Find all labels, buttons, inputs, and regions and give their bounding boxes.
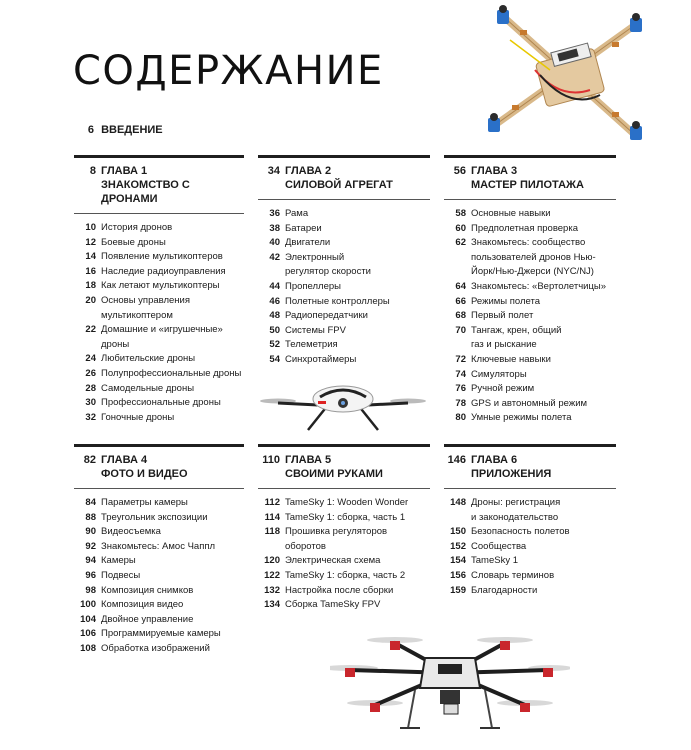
entry-page-number: 76 [455, 383, 466, 395]
toc-entry[interactable] [74, 584, 244, 599]
entry-title: Рама [285, 208, 309, 219]
toc-entry-continuation [444, 265, 616, 280]
toc-entry[interactable] [74, 352, 244, 367]
chapter-divider [444, 155, 616, 158]
entry-page-number: 92 [85, 540, 96, 552]
entry-page-number: 20 [85, 294, 96, 306]
toc-entry[interactable] [74, 265, 244, 280]
toc-entry[interactable] [444, 540, 616, 555]
entry-page-number: 152 [450, 540, 466, 552]
chapter-divider [258, 155, 430, 158]
toc-entry-continuation [74, 338, 244, 353]
toc-entry[interactable] [258, 251, 430, 266]
white-drone-image [258, 375, 428, 435]
entry-page-number [74, 338, 96, 353]
entry-page-number: 74 [455, 368, 466, 380]
entry-title: Знакомьтесь: «Вертолетчицы» [471, 280, 607, 292]
chapter-divider [74, 155, 244, 158]
toc-entry[interactable] [258, 324, 430, 339]
chapter-divider [74, 444, 244, 447]
entry-page-number: 36 [269, 208, 280, 219]
entry-page-number: 90 [85, 526, 96, 538]
toc-entry[interactable] [74, 598, 244, 613]
chapter-page-number: 146 [447, 454, 466, 466]
toc-entry[interactable] [444, 324, 616, 339]
entry-page-number: 148 [450, 497, 466, 508]
entry-page-number [444, 265, 466, 280]
entry-page-number: 120 [264, 555, 280, 567]
entry-title: GPS и автономный режим [471, 397, 588, 409]
entry-title: Сборка TameSky FPV [285, 599, 381, 611]
entry-title: пользователей дронов Нью- [471, 251, 596, 263]
toc-entry[interactable] [444, 569, 616, 584]
entry-title: Как летают мультикоптеры [101, 280, 220, 292]
toc-entry[interactable] [444, 236, 616, 251]
entry-page-number: 104 [80, 613, 96, 625]
toc-entry-continuation [74, 309, 244, 324]
toc-entry[interactable] [74, 511, 244, 526]
toc-entry[interactable] [74, 236, 244, 251]
entry-page-number: 154 [450, 555, 466, 567]
toc-entry[interactable] [258, 598, 430, 613]
entry-page-number: 112 [264, 497, 280, 508]
toc-entry[interactable] [444, 222, 616, 237]
chapter-4-column [74, 444, 244, 657]
entry-title: TameSky 1 [471, 555, 518, 567]
toc-entry[interactable] [444, 368, 616, 383]
toc-entry[interactable] [444, 411, 616, 426]
chapter-title: ПРИЛОЖЕНИЯ [471, 468, 552, 480]
chapter-3-heading[interactable] [444, 164, 616, 192]
chapter-heading-underline [74, 213, 244, 214]
entry-page-number: 50 [269, 324, 280, 336]
entry-title: Системы FPV [285, 324, 346, 336]
entry-title: Ключевые навыки [471, 353, 551, 365]
intro-label: ВВЕДЕНИЕ [101, 124, 163, 136]
entry-page-number: 80 [455, 412, 466, 424]
entry-page-number: 32 [85, 411, 96, 423]
chapter-title: ФОТО И ВИДЕО [101, 468, 188, 480]
entry-page-number: 78 [455, 397, 466, 409]
chapter-2-column [258, 155, 430, 368]
entry-title: мультикоптером [101, 309, 173, 321]
entry-page-number [444, 511, 466, 526]
entry-title: Обработка изображений [101, 642, 210, 654]
entry-page-number: 94 [85, 555, 96, 567]
entry-title: Любительские дроны [101, 353, 196, 365]
toc-entry[interactable] [74, 367, 244, 382]
entry-page-number: 108 [80, 642, 96, 654]
entry-title: регулятор скорости [285, 266, 371, 278]
toc-entry[interactable] [444, 280, 616, 295]
chapter-label: ГЛАВА 5 [285, 454, 332, 466]
entry-title: Ручной режим [471, 383, 535, 395]
chapter-heading-underline [74, 488, 244, 489]
entry-page-number: 14 [85, 251, 96, 263]
entry-title: Знакомьтесь: Амос Чаппл [101, 540, 216, 552]
entry-title: TameSky 1: сборка, часть 1 [285, 511, 406, 523]
entry-page-number: 122 [264, 569, 280, 581]
entry-page-number: 60 [455, 222, 466, 234]
entry-page-number: 44 [269, 280, 280, 292]
entry-title: Профессиональные дроны [101, 397, 221, 409]
entry-page-number: 98 [85, 584, 96, 596]
chapter-4-heading[interactable] [74, 453, 244, 481]
toc-entry[interactable] [258, 295, 430, 310]
entry-title: Тангаж, крен, общий [471, 324, 562, 336]
entry-page-number: 84 [85, 497, 96, 508]
entry-title: Безопасность полетов [471, 526, 570, 538]
chapter-label: ГЛАВА 3 [471, 165, 518, 177]
chapter-page-number: 82 [83, 454, 96, 466]
page-title: СОДЕРЖАНИЕ [73, 48, 384, 94]
toc-entry[interactable] [258, 496, 430, 511]
chapter-page-number: 110 [262, 454, 280, 466]
entry-title: Самодельные дроны [101, 382, 195, 394]
wooden-quadcopter-image [440, 0, 685, 160]
chapter-label: ГЛАВА 1 [101, 165, 148, 177]
entry-title: Электрическая схема [285, 555, 381, 567]
toc-entry[interactable] [74, 250, 244, 265]
toc-entry-continuation [444, 511, 616, 526]
entry-title: Сообщества [471, 540, 527, 552]
toc-entry[interactable] [74, 382, 244, 397]
chapter-heading-underline [258, 488, 430, 489]
toc-entry-continuation [444, 338, 616, 353]
toc-entry[interactable] [258, 207, 430, 222]
toc-entry[interactable] [74, 569, 244, 584]
entry-title: Словарь терминов [471, 569, 555, 581]
entry-title: Гоночные дроны [101, 411, 175, 423]
toc-entry[interactable] [444, 382, 616, 397]
chapter-page-number: 34 [267, 165, 280, 177]
toc-entry[interactable] [258, 353, 430, 368]
entry-title: Режимы полета [471, 295, 541, 307]
entry-page-number: 24 [85, 353, 96, 365]
entry-page-number: 46 [269, 295, 280, 307]
chapter-1-heading[interactable] [74, 164, 244, 206]
entry-title: Программируемые камеры [101, 628, 221, 640]
entry-title: Видеосъемка [101, 526, 161, 538]
entry-title: Пропеллеры [285, 280, 341, 292]
entry-title: Основы управления [101, 294, 190, 306]
entry-page-number: 88 [85, 511, 96, 523]
entry-page-number: 10 [85, 222, 96, 233]
toc-entry[interactable] [444, 584, 616, 599]
toc-entry-continuation [258, 540, 430, 555]
chapter-page-number: 56 [453, 165, 466, 177]
entry-title: Симуляторы [471, 368, 527, 380]
toc-entry[interactable] [74, 642, 244, 657]
entry-page-number: 70 [455, 324, 466, 336]
entry-page-number: 150 [450, 526, 466, 538]
toc-entry[interactable] [74, 613, 244, 628]
toc-entry[interactable] [444, 397, 616, 412]
toc-entry[interactable] [444, 295, 616, 310]
chapter-5-column [258, 444, 430, 613]
toc-entry[interactable] [74, 323, 244, 338]
entry-title: Двигатели [285, 237, 331, 249]
entry-title: оборотов [285, 540, 326, 552]
entry-page-number: 52 [269, 339, 280, 351]
toc-entry-continuation [258, 265, 430, 280]
entry-title: Первый полет [471, 310, 534, 322]
toc-entry[interactable] [258, 511, 430, 526]
entry-title: Композиция снимков [101, 584, 194, 596]
entry-page-number: 134 [264, 599, 280, 611]
chapter-page-number: 8 [89, 165, 96, 177]
toc-entry[interactable] [74, 279, 244, 294]
entry-title: Телеметрия [285, 339, 338, 351]
toc-entry[interactable] [258, 236, 430, 251]
toc-entry[interactable] [74, 540, 244, 555]
chapter-label: ГЛАВА 4 [101, 454, 148, 466]
chapter-2-entries [258, 207, 430, 368]
entry-title: Появление мультикоптеров [101, 251, 223, 263]
chapter-4-entries [74, 496, 244, 657]
entry-title: Дроны: регистрация [471, 497, 561, 508]
toc-entry[interactable] [74, 525, 244, 540]
toc-entry[interactable] [258, 309, 430, 324]
entry-page-number [258, 265, 280, 280]
entry-title: Камеры [101, 555, 136, 567]
toc-entry[interactable] [258, 584, 430, 599]
chapter-heading-underline [444, 199, 616, 200]
entry-title: Полетные контроллеры [285, 295, 390, 307]
entry-title: дроны [101, 338, 130, 350]
entry-title: Двойное управление [101, 613, 194, 625]
chapter-1-entries [74, 221, 244, 425]
entry-title: и законодательство [471, 511, 559, 523]
toc-entry[interactable] [444, 353, 616, 368]
toc-entry[interactable] [444, 525, 616, 540]
toc-entry[interactable] [74, 294, 244, 309]
chapter-label: ГЛАВА 6 [471, 454, 518, 466]
toc-entry[interactable] [258, 525, 430, 540]
entry-title: TameSky 1: сборка, часть 2 [285, 569, 406, 581]
entry-page-number: 66 [455, 295, 466, 307]
toc-entry[interactable] [444, 496, 616, 511]
chapter-title: СИЛОВОЙ АГРЕГАТ [285, 179, 393, 191]
toc-entry[interactable] [258, 338, 430, 353]
entry-page-number: 16 [85, 265, 96, 277]
entry-page-number: 106 [80, 628, 96, 640]
chapter-2-heading[interactable] [258, 164, 430, 192]
entry-title: Полупрофессиональные дроны [101, 367, 242, 379]
entry-page-number: 118 [264, 526, 280, 538]
entry-page-number [444, 338, 466, 353]
chapter-divider [444, 444, 616, 447]
entry-page-number: 62 [455, 237, 466, 249]
chapter-5-heading[interactable] [258, 453, 430, 481]
entry-page-number: 18 [85, 280, 96, 292]
entry-title: Благодарности [471, 584, 538, 596]
entry-title: газ и рыскание [471, 339, 537, 351]
entry-title: Композиция видео [101, 599, 184, 611]
entry-page-number: 72 [455, 353, 466, 365]
entry-title: Прошивка регуляторов [285, 526, 388, 538]
entry-title: Йорк/Нью-Джерси (NYC/NJ) [471, 266, 594, 278]
entry-page-number: 96 [85, 569, 96, 581]
entry-title: Параметры камеры [101, 497, 188, 508]
chapter-title: МАСТЕР ПИЛОТАЖА [471, 179, 584, 191]
toc-entry[interactable] [74, 411, 244, 426]
intro-page-number: 6 [87, 124, 94, 136]
entry-title: TameSky 1: Wooden Wonder [285, 497, 409, 508]
entry-title: Синхротаймеры [285, 353, 357, 365]
chapter-1-column [74, 155, 244, 425]
entry-page-number: 132 [264, 584, 280, 596]
chapter-3-entries [444, 207, 616, 426]
entry-title: Треугольник экспозиции [101, 511, 208, 523]
entry-title: Боевые дроны [101, 236, 166, 248]
entry-page-number: 42 [269, 251, 280, 263]
chapter-label: ГЛАВА 2 [285, 165, 332, 177]
intro-entry[interactable] [80, 124, 163, 136]
toc-entry[interactable] [258, 569, 430, 584]
chapter-6-column [444, 444, 616, 598]
entry-page-number: 22 [85, 324, 96, 336]
entry-title: Электронный [285, 251, 345, 263]
chapter-6-heading[interactable] [444, 453, 616, 481]
toc-entry[interactable] [258, 554, 430, 569]
chapter-title: ЗНАКОМСТВО С ДРОНАМИ [101, 179, 190, 205]
entry-page-number: 38 [269, 222, 280, 234]
entry-page-number [74, 309, 96, 324]
toc-entry[interactable] [74, 554, 244, 569]
entry-page-number: 114 [264, 511, 280, 523]
chapter-heading-underline [258, 199, 430, 200]
chapter-title: СВОИМИ РУКАМИ [285, 468, 383, 480]
toc-entry[interactable] [74, 627, 244, 642]
entry-page-number: 28 [85, 382, 96, 394]
toc-entry[interactable] [444, 309, 616, 324]
entry-page-number: 54 [269, 353, 280, 365]
toc-entry[interactable] [444, 207, 616, 222]
chapter-divider [258, 444, 430, 447]
entry-page-number: 40 [269, 237, 280, 249]
entry-page-number: 159 [450, 584, 466, 596]
toc-entry[interactable] [258, 222, 430, 237]
entry-title: Знакомьтесь: сообщество [471, 237, 586, 249]
entry-title: Настройка после сборки [285, 584, 394, 596]
entry-page-number: 48 [269, 310, 280, 322]
toc-entry[interactable] [74, 496, 244, 511]
entry-title: Умные режимы полета [471, 412, 572, 424]
hexacopter-image [330, 628, 570, 738]
chapter-heading-underline [444, 488, 616, 489]
entry-title: Наследие радиоуправления [101, 265, 226, 277]
entry-title: Радиопередатчики [285, 310, 368, 322]
entry-page-number: 58 [455, 208, 466, 219]
toc-entry[interactable] [258, 280, 430, 295]
toc-entry[interactable] [444, 554, 616, 569]
chapter-6-entries [444, 496, 616, 598]
entry-page-number: 64 [455, 280, 466, 292]
toc-entry[interactable] [74, 221, 244, 236]
entry-title: Домашние и «игрушечные» [101, 324, 223, 336]
entry-page-number: 68 [455, 310, 466, 322]
chapter-3-column [444, 155, 616, 426]
entry-title: Основные навыки [471, 208, 551, 219]
toc-entry-continuation [444, 251, 616, 266]
entry-title: Предполетная проверка [471, 222, 578, 234]
entry-page-number: 26 [85, 367, 96, 379]
entry-page-number [444, 251, 466, 266]
entry-title: Батареи [285, 222, 322, 234]
entry-title: История дронов [101, 222, 173, 233]
entry-page-number: 12 [85, 236, 96, 248]
entry-page-number: 100 [80, 599, 96, 611]
entry-title: Подвесы [101, 569, 141, 581]
toc-entry[interactable] [74, 396, 244, 411]
entry-page-number: 30 [85, 397, 96, 409]
chapter-5-entries [258, 496, 430, 613]
entry-page-number [258, 540, 280, 555]
entry-page-number: 156 [450, 569, 466, 581]
